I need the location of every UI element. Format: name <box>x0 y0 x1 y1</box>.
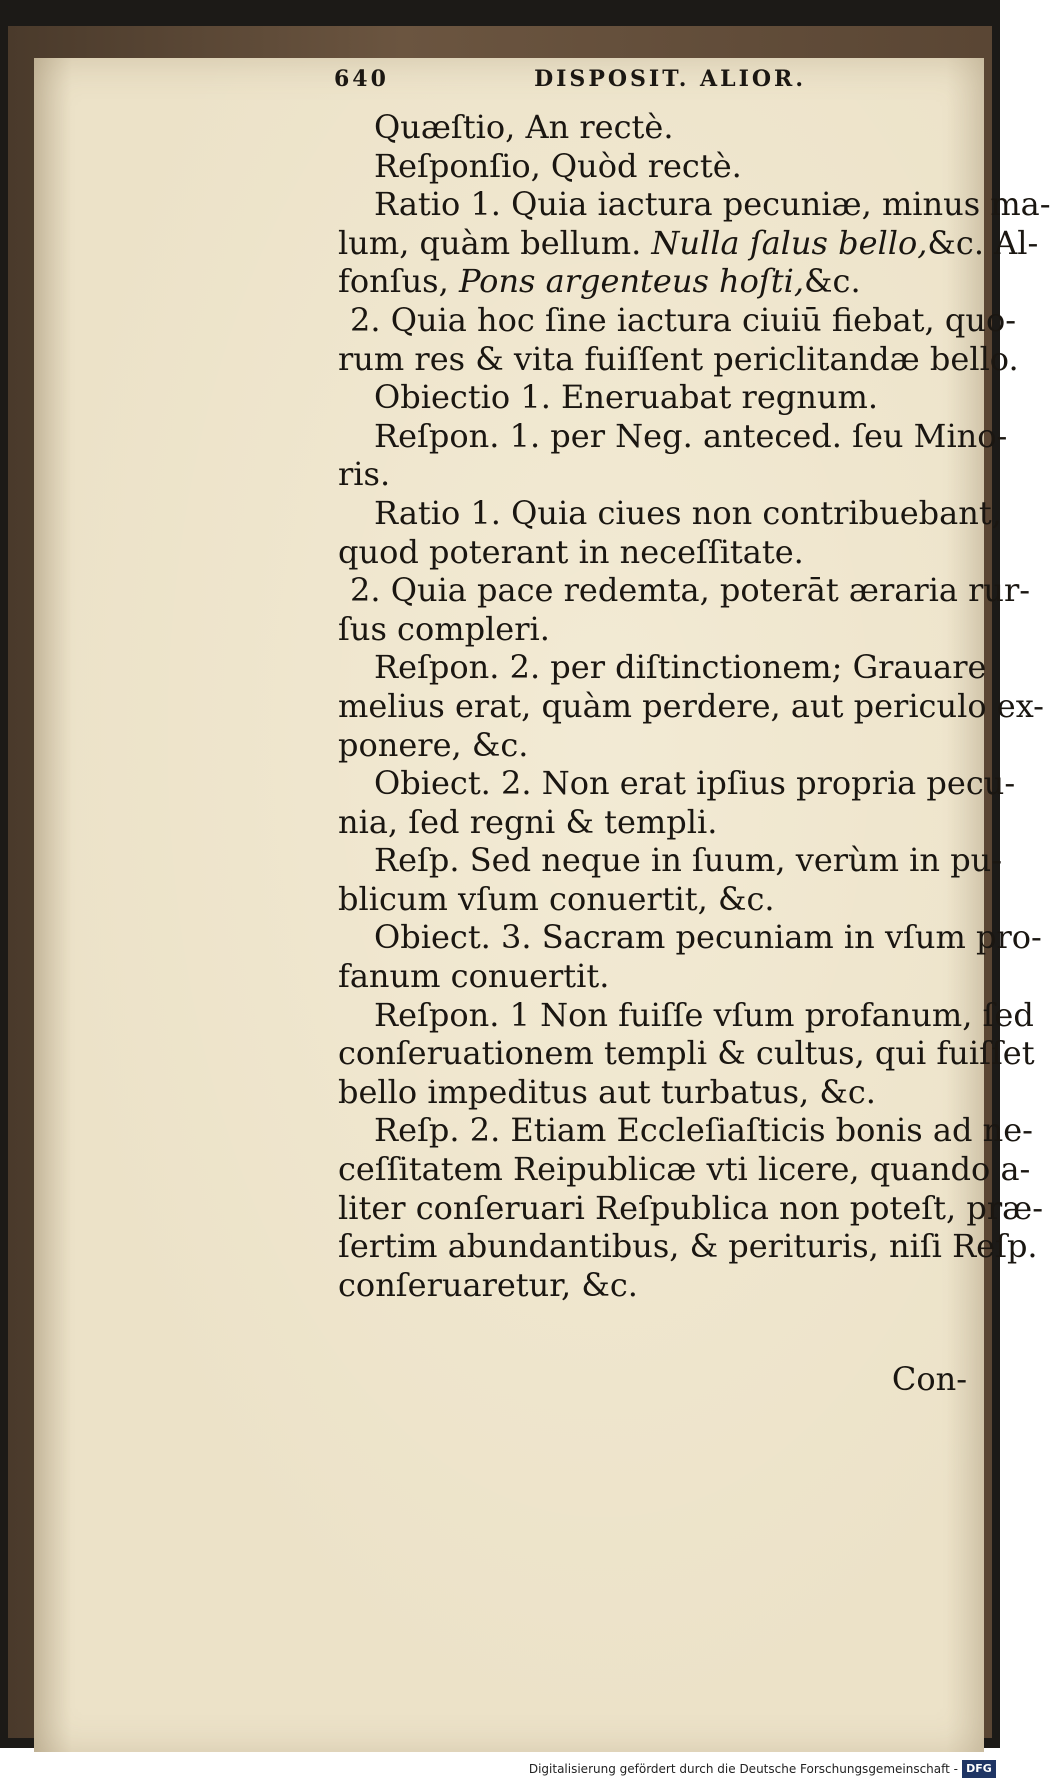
text-line-roman: melius erat, quàm perdere, aut periculo ex- <box>338 686 1044 725</box>
text-line-roman: ponere, &c. <box>338 725 529 764</box>
text-line-roman: ſus compleri. <box>338 609 550 648</box>
text-line <box>338 1111 1033 1150</box>
text-line <box>338 764 1016 803</box>
text-line <box>338 841 1003 880</box>
text-line-roman: conſeruationem templi & cultus, qui fuiſſet <box>338 1034 1035 1073</box>
footer-bar <box>0 1752 1000 1788</box>
text-line <box>338 223 1039 263</box>
funding-credit: Digitalisierung gefördert durch die Deutsche Forschungsgemeinschaft - <box>528 1762 958 1776</box>
text-line-roman: Obiect. 2. Non erat ipſius propria pecu- <box>374 764 1016 803</box>
text-line-roman: bello impeditus aut turbatus, &c. <box>338 1072 876 1111</box>
text-line-roman: fonſus, <box>338 262 459 301</box>
text-line <box>338 1188 1044 1228</box>
text-line-roman: &c. Al- <box>927 223 1039 262</box>
text-line <box>338 571 1031 610</box>
running-title: DISPOSIT. ALIOR. <box>534 66 806 92</box>
text-line <box>338 726 966 765</box>
body-text <box>338 108 1051 1304</box>
text-line-roman: quod poterant in neceſſitate. <box>338 532 804 571</box>
text-line <box>338 1150 1031 1189</box>
text-line <box>338 108 966 147</box>
text-line-roman: ceſſitatem Reipublicæ vti licere, quando a- <box>338 1150 1031 1189</box>
dfg-logo: DFG <box>962 1760 996 1778</box>
text-line-roman: Reſp. Sed neque in ſuum, verùm in pu- <box>374 841 1003 880</box>
text-line <box>338 1073 966 1112</box>
text-line-roman: ſertim abundantibus, & perituris, niſi Reſp. <box>338 1227 1038 1266</box>
text-line <box>338 880 966 919</box>
catchword: Con- <box>891 1360 967 1398</box>
text-line <box>338 1034 1035 1073</box>
text-line <box>338 686 1044 726</box>
text-line-roman: Ratio 1. Quia iactura pecuniæ, minus ma- <box>374 185 1051 224</box>
text-line-roman: lum, quàm bellum. <box>338 223 652 262</box>
text-line-roman: Quæſtio, An rectè. <box>374 108 674 146</box>
text-line-roman: &c. <box>804 262 861 301</box>
text-line <box>338 339 1019 379</box>
running-header <box>334 66 806 96</box>
text-line-roman: Reſp. 2. Etiam Eccleſiaſticis bonis ad ne- <box>374 1111 1033 1150</box>
text-line <box>338 1266 966 1305</box>
text-line-roman: Obiect. 3. Sacram pecuniam in vſum pro- <box>374 918 1042 957</box>
text-line <box>338 610 966 649</box>
text-line <box>338 1227 1038 1266</box>
text-line <box>338 533 966 572</box>
text-line-roman: 2. Quia pace redemta, poterāt æraria rur- <box>350 571 1031 610</box>
text-line <box>338 416 1008 456</box>
text-line-roman: ris. <box>338 455 391 494</box>
text-line <box>338 493 1002 533</box>
text-line-roman: 2. Quia hoc ſine iactura ciuiū fiebat, quo- <box>350 300 1017 339</box>
text-line-roman: Reſpon. 1. per Neg. anteced. ſeu Mino- <box>374 416 1008 455</box>
text-line-roman: Reſpon. 2. per diſtinctionem; Grauare <box>374 648 987 687</box>
text-line-roman: rum res & vita fuiſſent periclitandæ bello. <box>338 339 1019 378</box>
page-number: 640 <box>334 66 389 92</box>
text-line <box>338 918 1042 957</box>
text-line <box>338 262 966 301</box>
text-line-roman: Reſpon. 1 Non fuiſſe vſum profanum, ſed <box>374 995 1034 1034</box>
text-line <box>338 185 1051 224</box>
text-line-italic: Nulla ſalus bello, <box>651 223 928 262</box>
text-line-roman: fanum conuertit. <box>338 957 610 996</box>
text-line <box>338 147 966 186</box>
text-line-roman: nia, ſed regni & templi. <box>338 802 718 841</box>
text-line <box>338 803 966 842</box>
text-line-roman: Obiectio 1. Eneruabat regnum. <box>374 378 878 417</box>
text-line-roman: blicum vſum conuertit, &c. <box>338 879 775 918</box>
text-line-roman: Reſponſio, Quòd rectè. <box>374 146 742 185</box>
text-line <box>338 378 966 417</box>
text-line <box>338 300 1017 340</box>
text-line <box>338 995 1034 1035</box>
text-line <box>338 455 966 494</box>
text-line-roman: conſeruaretur, &c. <box>338 1265 638 1304</box>
text-line-roman: Ratio 1. Quia ciues non contribuebant, <box>374 493 1002 532</box>
text-line <box>338 648 987 687</box>
text-line-roman: liter conſeruari Reſpublica non poteſt, præ- <box>338 1188 1044 1227</box>
text-line-italic: Pons argenteus hoſti, <box>458 262 805 301</box>
text-line <box>338 957 966 996</box>
